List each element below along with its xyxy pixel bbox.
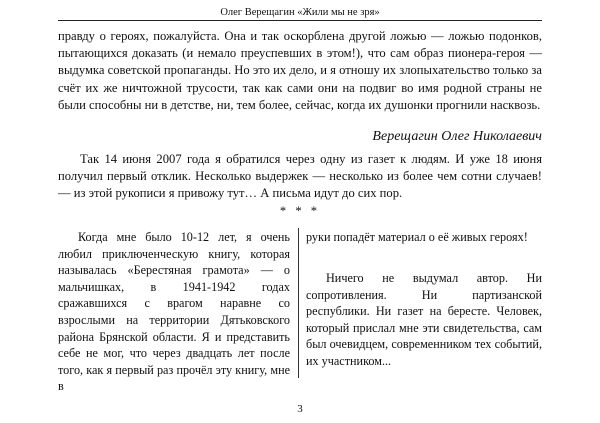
intro-paragraph: правду о героях, пожалуйста. Она и так оскорблена другой ложью — ложью подонков, пытающихся доказать (и немало преуспевших в этом!), что сам образ пионера-героя — выдумка советской пропаганды. Но это их дело, и я отношу их злопыхательство только за счёт их же ничтожной трусости, так как сами они на подвиг во имя родной страны не были способны ни в детстве, ни, тем более, сейчас, когда их душонки прогнили насквозь. [58, 29, 542, 112]
section-separator: * * * [279, 204, 321, 218]
author-signature: Верещагин Олег Николаевич [372, 129, 542, 144]
running-header: Олег Верещагин «Жили мы не зря» [58, 6, 542, 21]
letter-left-column: Когда мне было 10-12 лет, я очень любил приключенческую книгу, которая называлась «Берестяная грамота» — о мальчишках, в 1941-1942 годах сражавшихся с врагом наравне со взрослыми на территории Дятьковского района Брянской области. Я и представить себе не мог, что через двадцать лет после того, как я первый раз прочёл эту книгу, мне в [58, 230, 290, 394]
column-divider [298, 228, 299, 378]
page-number: 3 [297, 403, 303, 415]
letter-right-column-paragraph: Ничего не выдумал автор. Ни сопротивления. Ни партизанской республики. Ни газет на бересте. Человек, который прислал мне эти свидетельства, сам был очевидцем, современником тех событий, их участником... [306, 271, 542, 368]
letter-right-column-continuation: руки попадёт материал о её живых героях! [306, 230, 528, 244]
narrative-paragraph: Так 14 июня 2007 года я обратился через одну из газет к людям. И уже 18 июня получил первый отклик. Несколько выдержек — несколько из более чем сотни случаев! — из этой рукописи я привожу тут… А письма идут до сих пор. [58, 152, 542, 201]
